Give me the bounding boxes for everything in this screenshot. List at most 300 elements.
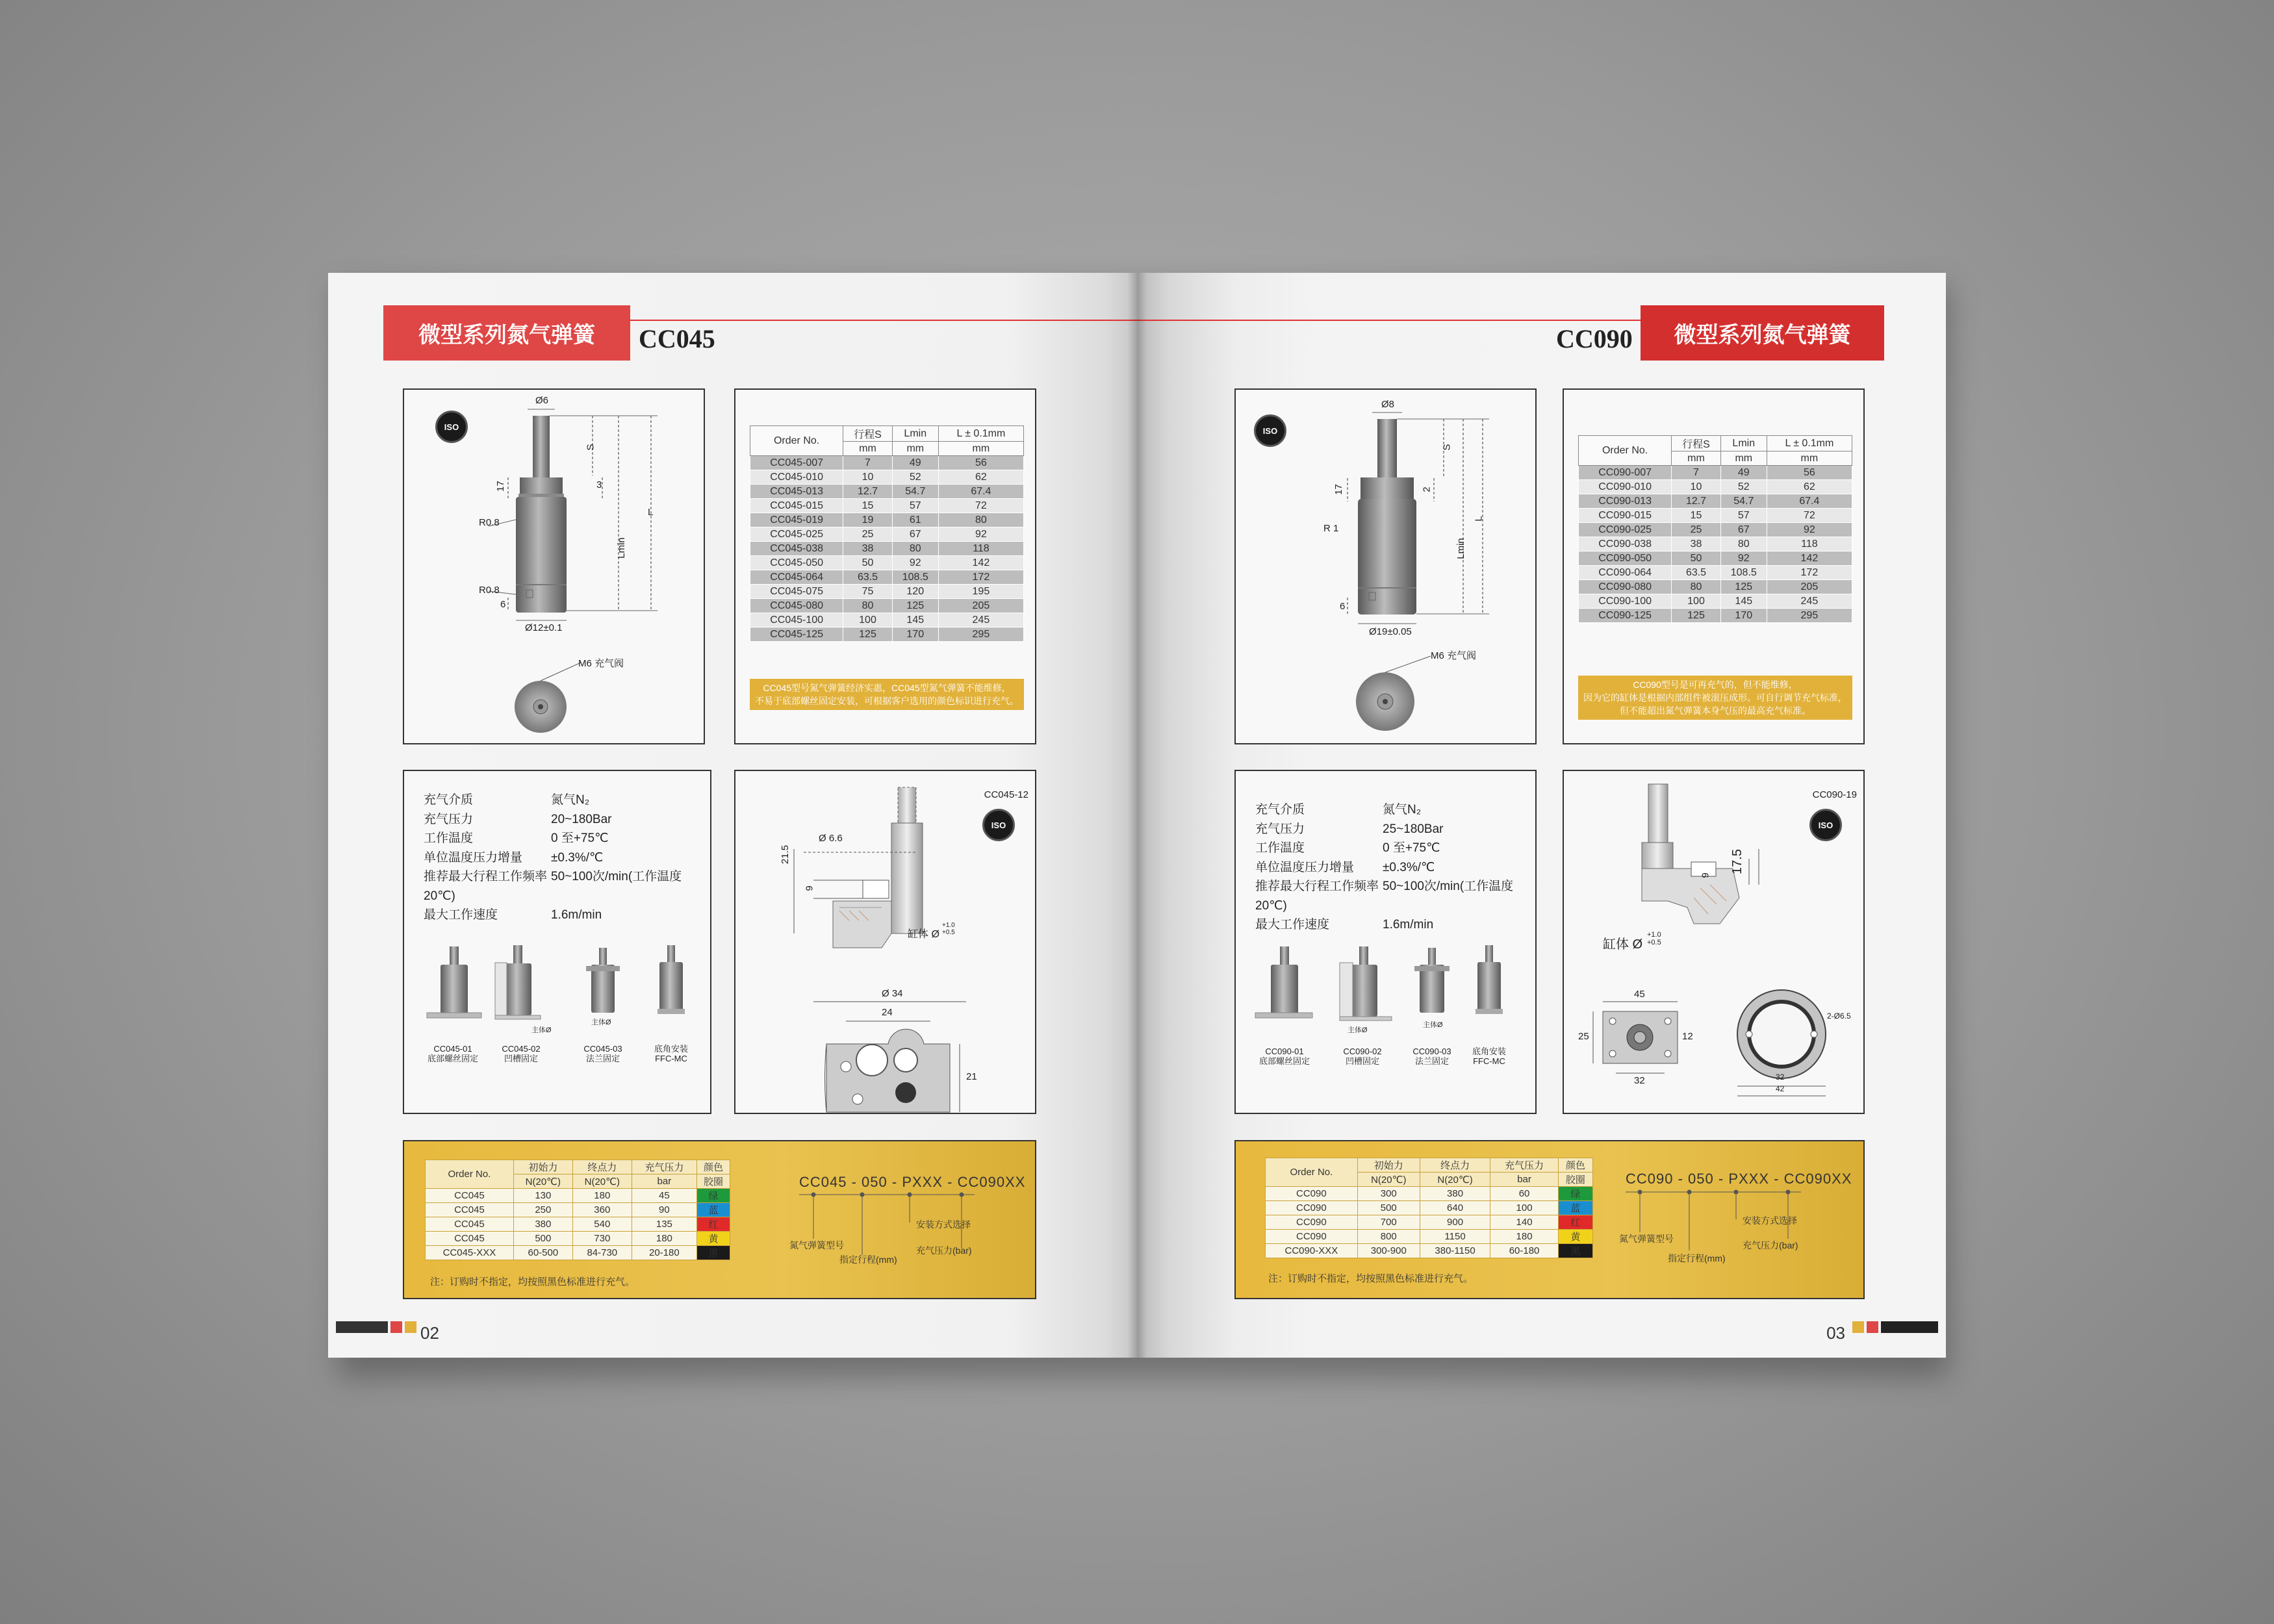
cell: CC090-038 bbox=[1579, 537, 1672, 552]
cell: 540 bbox=[572, 1217, 632, 1232]
footer-square-yellow bbox=[405, 1321, 416, 1333]
cell: 50 bbox=[1672, 552, 1721, 566]
cell: 800 bbox=[1357, 1230, 1420, 1244]
spec-table-panel bbox=[1563, 388, 1865, 744]
cell: 38 bbox=[1672, 537, 1721, 552]
cell: 61 bbox=[892, 513, 938, 527]
th-l: L ± 0.1mm bbox=[938, 426, 1023, 442]
cell: 700 bbox=[1357, 1215, 1420, 1230]
dim-45: 45 bbox=[1634, 989, 1645, 1000]
dim-rod-diameter: Ø6 bbox=[535, 395, 549, 406]
page-number: 03 bbox=[1826, 1323, 1845, 1343]
cell: 205 bbox=[938, 599, 1023, 613]
color-swatch-blue: 蓝 bbox=[697, 1203, 730, 1217]
left-page bbox=[328, 273, 1137, 1358]
cell: 125 bbox=[892, 599, 938, 613]
cell: 125 bbox=[1720, 580, 1767, 594]
code-label-stroke: 指定行程(mm) bbox=[1668, 1253, 1726, 1263]
cell: CC090 bbox=[1266, 1201, 1358, 1215]
color-swatch-black: 黑 bbox=[697, 1246, 730, 1260]
prop-value: 50~100次/min(工作温度20℃) bbox=[424, 870, 682, 903]
order-footnote: 注：订购时不指定，均按照黑色标准进行充气。 bbox=[1268, 1273, 1474, 1284]
footer-bar-dark bbox=[336, 1321, 388, 1333]
th-unit: mm bbox=[1672, 451, 1721, 466]
cell: 92 bbox=[938, 527, 1023, 542]
prop-value: 1.6m/min bbox=[1383, 918, 1434, 932]
code-part: - 050 bbox=[851, 1174, 888, 1190]
prop-key: 工作温度 bbox=[1255, 841, 1305, 855]
cell: 84-730 bbox=[572, 1246, 632, 1260]
color-swatch-yellow: 黄 bbox=[1558, 1230, 1592, 1244]
cell: CC090-007 bbox=[1579, 466, 1672, 480]
cell: 80 bbox=[843, 599, 893, 613]
cell: 170 bbox=[892, 628, 938, 642]
cell: 54.7 bbox=[892, 485, 938, 499]
cylinder-drawing bbox=[1236, 390, 1538, 746]
th-order: Order No. bbox=[1266, 1158, 1358, 1187]
prop-key: 单位温度压力增量 bbox=[1255, 860, 1355, 874]
dim-66: Ø 6.6 bbox=[819, 833, 843, 844]
dim-25: 25 bbox=[1578, 1031, 1589, 1042]
cell: 67.4 bbox=[938, 485, 1023, 499]
cell: 92 bbox=[1720, 552, 1767, 566]
spec-note bbox=[750, 679, 1024, 710]
cell: 80 bbox=[1672, 580, 1721, 594]
bore-tolerance: +1.0 +0.5 bbox=[942, 922, 955, 936]
th-sub: N(20℃) bbox=[1357, 1173, 1420, 1187]
mount-3 bbox=[586, 948, 620, 1013]
mounting-drawing-panel bbox=[1563, 770, 1865, 1114]
th: 初始力 bbox=[513, 1160, 572, 1174]
cell: 25 bbox=[843, 527, 893, 542]
cell: 145 bbox=[1720, 594, 1767, 609]
code-label-mount: 安装方式选择 bbox=[916, 1219, 971, 1230]
cell: 60-500 bbox=[513, 1246, 572, 1260]
cell: 92 bbox=[1767, 523, 1852, 537]
cell: CC045-015 bbox=[750, 499, 843, 513]
dim-lmin: Lmin bbox=[1455, 538, 1466, 559]
color-swatch-green: 绿 bbox=[697, 1189, 730, 1203]
dim-3: 3 bbox=[596, 479, 602, 490]
cell: 145 bbox=[892, 613, 938, 628]
cell: 90 bbox=[632, 1203, 696, 1217]
cell: CC090-015 bbox=[1579, 509, 1672, 523]
valve-label: M6 充气阀 bbox=[578, 658, 624, 669]
prop-key: 充气压力 bbox=[424, 812, 474, 826]
code-part: CC045 bbox=[799, 1174, 847, 1190]
prop-key: 推荐最大行程工作频率 bbox=[424, 870, 548, 883]
mount-caption bbox=[1399, 1047, 1464, 1066]
dim-body-diameter: Ø12±0.1 bbox=[525, 622, 563, 633]
cell: 100 bbox=[1672, 594, 1721, 609]
cell: 108.5 bbox=[1720, 566, 1767, 580]
color-swatch-blue: 蓝 bbox=[1558, 1201, 1592, 1215]
footer-bar-dark bbox=[1881, 1321, 1938, 1333]
cell: 118 bbox=[938, 542, 1023, 556]
spec-table bbox=[1578, 435, 1852, 623]
drawing-code: CC090-19 bbox=[1812, 789, 1857, 800]
th-unit: mm bbox=[1720, 451, 1767, 466]
cell: CC090 bbox=[1266, 1187, 1358, 1201]
cell: 45 bbox=[632, 1189, 696, 1203]
cell: 172 bbox=[938, 570, 1023, 585]
th: 初始力 bbox=[1357, 1158, 1420, 1173]
cell: 38 bbox=[843, 542, 893, 556]
footer-square-red bbox=[1867, 1321, 1878, 1333]
properties-panel bbox=[1234, 770, 1537, 1114]
cell: 80 bbox=[1720, 537, 1767, 552]
cell: 360 bbox=[572, 1203, 632, 1217]
code-label-pressure: 充气压力(bar) bbox=[1743, 1240, 1798, 1250]
spec-table-panel bbox=[734, 388, 1036, 744]
cell: CC090-125 bbox=[1579, 609, 1672, 623]
cell: 62 bbox=[1767, 480, 1852, 494]
cell: 120 bbox=[892, 585, 938, 599]
prop-value: 50~100次/min(工作温度20℃) bbox=[1255, 880, 1514, 913]
cell: 500 bbox=[1357, 1201, 1420, 1215]
cell: 380-1150 bbox=[1420, 1244, 1490, 1258]
cell: 63.5 bbox=[1672, 566, 1721, 580]
cell: 380 bbox=[513, 1217, 572, 1232]
spec-table bbox=[750, 425, 1024, 642]
code-label-mount: 安装方式选择 bbox=[1743, 1215, 1797, 1226]
cell: 180 bbox=[572, 1189, 632, 1203]
code-part: - PXXX bbox=[891, 1174, 943, 1190]
color-swatch-yellow: 黄 bbox=[697, 1232, 730, 1246]
bore-label: 缸体 Ø bbox=[1603, 937, 1643, 952]
mount-hint: 主体Ø bbox=[531, 1026, 552, 1034]
mount-code: CC045-02 bbox=[502, 1044, 541, 1054]
cell: 125 bbox=[1672, 609, 1721, 623]
cell: CC045 bbox=[426, 1232, 514, 1246]
mount-caption bbox=[1252, 1047, 1317, 1066]
note-line: CC090型号是可再充气的，但不能维修， bbox=[1633, 679, 1798, 690]
dim-lmin: Lmin bbox=[615, 537, 627, 559]
cell: 15 bbox=[843, 499, 893, 513]
cell: CC090-XXX bbox=[1266, 1244, 1358, 1258]
cell: 380 bbox=[1420, 1187, 1490, 1201]
cell: 72 bbox=[938, 499, 1023, 513]
cell: 54.7 bbox=[1720, 494, 1767, 509]
dim-42: 42 bbox=[1776, 1084, 1785, 1093]
order-footnote: 注：订购时不指定，均按照黑色标准进行充气。 bbox=[430, 1276, 635, 1288]
cell: CC090-100 bbox=[1579, 594, 1672, 609]
dim-length: L bbox=[648, 507, 654, 518]
cell: 80 bbox=[938, 513, 1023, 527]
prop-value: 1.6m/min bbox=[551, 908, 602, 922]
cell: CC045-080 bbox=[750, 599, 843, 613]
color-swatch-green: 绿 bbox=[1558, 1187, 1592, 1201]
th-order: Order No. bbox=[750, 426, 843, 456]
prop-key: 工作温度 bbox=[424, 831, 474, 845]
model-title: CC045 bbox=[639, 324, 715, 353]
dim-length: L bbox=[1473, 516, 1485, 522]
th-sub: N(20℃) bbox=[1420, 1173, 1490, 1187]
cell: 205 bbox=[1767, 580, 1852, 594]
mounting-drawing bbox=[735, 771, 1038, 1115]
note-line: CC045型号氮气弹簧经济实惠，CC045型氮气弹簧不能维修， bbox=[763, 683, 1011, 693]
code-part: - PXXX bbox=[1718, 1171, 1770, 1187]
cell: CC045-100 bbox=[750, 613, 843, 628]
cell: CC090-025 bbox=[1579, 523, 1672, 537]
iso-badge: ISO bbox=[1254, 414, 1286, 447]
cell: 1150 bbox=[1420, 1230, 1490, 1244]
bore-tolerance: +1.0 +0.5 bbox=[1647, 931, 1661, 946]
valve-label: M6 充气阀 bbox=[1431, 650, 1477, 661]
cell: CC045-007 bbox=[750, 456, 843, 470]
code-label-pressure: 充气压力(bar) bbox=[916, 1245, 972, 1256]
mount-desc: 底部螺丝固定 bbox=[427, 1054, 478, 1063]
note-line: 但不能超出氮气弹簧本身气压的最高充气标准。 bbox=[1620, 705, 1811, 716]
th-unit: mm bbox=[1767, 451, 1852, 466]
cell: 300 bbox=[1357, 1187, 1420, 1201]
page-number: 02 bbox=[420, 1323, 439, 1343]
cell: 56 bbox=[1767, 466, 1852, 480]
cell: 640 bbox=[1420, 1201, 1490, 1215]
th-sub: bar bbox=[1490, 1173, 1559, 1187]
cell: CC045-075 bbox=[750, 585, 843, 599]
page-header: 微型系列氮气弹簧 bbox=[383, 305, 630, 361]
cell: 15 bbox=[1672, 509, 1721, 523]
cell: 100 bbox=[1490, 1201, 1559, 1215]
mount-caption bbox=[1330, 1047, 1395, 1066]
dim-2: 2 bbox=[1421, 487, 1433, 492]
cell: 52 bbox=[892, 470, 938, 485]
footer-square-red bbox=[390, 1321, 402, 1333]
th-lmin: Lmin bbox=[892, 426, 938, 442]
cell: CC045 bbox=[426, 1189, 514, 1203]
cell: CC090-010 bbox=[1579, 480, 1672, 494]
prop-value: ±0.3%/℃ bbox=[551, 850, 604, 865]
spec-note bbox=[1578, 676, 1852, 720]
cell: 49 bbox=[892, 456, 938, 470]
mount-code: CC090-03 bbox=[1412, 1047, 1451, 1056]
dim-21: 21 bbox=[966, 1071, 977, 1082]
th-sub: N(20℃) bbox=[572, 1174, 632, 1189]
mount-desc: 凹槽固定 bbox=[1345, 1056, 1379, 1066]
th: 终点力 bbox=[572, 1160, 632, 1174]
cell: 140 bbox=[1490, 1215, 1559, 1230]
cell: 57 bbox=[892, 499, 938, 513]
dim-9: 9 bbox=[804, 885, 815, 891]
drawing-code: CC045-12 bbox=[984, 789, 1028, 800]
dim-stroke: S bbox=[585, 444, 596, 451]
prop-key: 充气介质 bbox=[424, 793, 474, 807]
cell: CC045-125 bbox=[750, 628, 843, 642]
th-order: Order No. bbox=[426, 1160, 514, 1189]
cell: CC045-010 bbox=[750, 470, 843, 485]
th: 颜色 bbox=[1558, 1158, 1592, 1173]
cell: CC045 bbox=[426, 1217, 514, 1232]
dim-32: 32 bbox=[1634, 1075, 1645, 1086]
dim-17: 17 bbox=[1333, 484, 1344, 495]
cell: 12.7 bbox=[843, 485, 893, 499]
cell: 295 bbox=[938, 628, 1023, 642]
cell: 49 bbox=[1720, 466, 1767, 480]
dim-34: Ø 34 bbox=[882, 988, 903, 999]
code-part: - CC090XX bbox=[947, 1174, 1026, 1190]
right-page bbox=[1137, 273, 1946, 1358]
mount-desc: 法兰固定 bbox=[1414, 1056, 1449, 1066]
dim-radius-top: R0.8 bbox=[479, 517, 500, 528]
dim-9: 9 bbox=[1700, 872, 1711, 878]
note-line: 不易于底部螺丝固定安装，可根据客户选用的颜色标识进行充气。 bbox=[755, 696, 1019, 706]
cell: 80 bbox=[892, 542, 938, 556]
cell: 7 bbox=[843, 456, 893, 470]
cell: 75 bbox=[843, 585, 893, 599]
cell: 67 bbox=[892, 527, 938, 542]
mount-code: CC045-03 bbox=[583, 1044, 622, 1054]
cell: CC045-038 bbox=[750, 542, 843, 556]
properties-panel bbox=[403, 770, 711, 1114]
cell: 67 bbox=[1720, 523, 1767, 537]
mount-hint: 主体Ø bbox=[591, 1019, 611, 1026]
code-part: - 050 bbox=[1678, 1171, 1714, 1187]
mount-code: CC045-01 bbox=[433, 1044, 472, 1054]
dim-body-diameter: Ø19±0.05 bbox=[1369, 626, 1412, 637]
cell: 63.5 bbox=[843, 570, 893, 585]
th-stroke: 行程S bbox=[1672, 436, 1721, 451]
cell: 56 bbox=[938, 456, 1023, 470]
cell: 135 bbox=[632, 1217, 696, 1232]
cell: CC045-050 bbox=[750, 556, 843, 570]
th-unit: mm bbox=[843, 442, 893, 456]
mount-hint: 主体Ø bbox=[1423, 1021, 1443, 1029]
cell: 60-180 bbox=[1490, 1244, 1559, 1258]
prop-value: 25~180Bar bbox=[1383, 822, 1444, 836]
cylinder-drawing bbox=[404, 390, 706, 746]
cell: 500 bbox=[513, 1232, 572, 1246]
cell: 60 bbox=[1490, 1187, 1559, 1201]
prop-key: 推荐最大行程工作频率 bbox=[1255, 880, 1379, 893]
th-l: L ± 0.1mm bbox=[1767, 436, 1852, 451]
th-unit: mm bbox=[892, 442, 938, 456]
mount-code: CC090-02 bbox=[1343, 1047, 1382, 1056]
prop-value: 0 至+75℃ bbox=[551, 831, 609, 845]
cell: 118 bbox=[1767, 537, 1852, 552]
prop-value: 0 至+75℃ bbox=[1383, 841, 1440, 855]
page-header: 微型系列氮气弹簧 bbox=[1641, 305, 1884, 361]
cell: 250 bbox=[513, 1203, 572, 1217]
cell: 25 bbox=[1672, 523, 1721, 537]
mount-1 bbox=[427, 946, 481, 1018]
dim-24: 24 bbox=[882, 1007, 893, 1018]
prop-key: 最大工作速度 bbox=[1255, 918, 1330, 932]
cell: 62 bbox=[938, 470, 1023, 485]
cell: 900 bbox=[1420, 1215, 1490, 1230]
th-sub: 胶圈 bbox=[697, 1174, 730, 1189]
dim-stroke: S bbox=[1441, 444, 1453, 451]
cell: 142 bbox=[938, 556, 1023, 570]
th: 终点力 bbox=[1420, 1158, 1490, 1173]
mount-desc: 法兰固定 bbox=[585, 1054, 620, 1063]
th-unit: mm bbox=[938, 442, 1023, 456]
cell: 72 bbox=[1767, 509, 1852, 523]
mount-4 bbox=[1476, 945, 1503, 1014]
cell: 245 bbox=[938, 613, 1023, 628]
cylinder-drawing-panel bbox=[403, 388, 705, 744]
code-part: - CC090XX bbox=[1774, 1171, 1852, 1187]
cell: 10 bbox=[843, 470, 893, 485]
color-swatch-red: 红 bbox=[697, 1217, 730, 1232]
cell: CC090-050 bbox=[1579, 552, 1672, 566]
prop-value: 氮气N₂ bbox=[1383, 803, 1422, 817]
mount-desc: 凹槽固定 bbox=[504, 1054, 538, 1063]
footer-square-yellow bbox=[1852, 1321, 1864, 1333]
cell: CC045 bbox=[426, 1203, 514, 1217]
note-line: 因为它的缸体是根据内部组件被滚压成形。可自行调节充气标准， bbox=[1583, 692, 1847, 703]
cell: 180 bbox=[1490, 1230, 1559, 1244]
prop-key: 单位温度压力增量 bbox=[424, 850, 523, 865]
mounting-illustrations bbox=[404, 771, 713, 1115]
cell: 180 bbox=[632, 1232, 696, 1246]
th-stroke: 行程S bbox=[843, 426, 893, 442]
mount-2 bbox=[1340, 946, 1392, 1021]
iso-badge: ISO bbox=[982, 809, 1015, 841]
code-label-stroke: 指定行程(mm) bbox=[839, 1254, 897, 1265]
mount-3 bbox=[1414, 948, 1450, 1013]
cell: CC090-064 bbox=[1579, 566, 1672, 580]
cell: CC090-080 bbox=[1579, 580, 1672, 594]
order-panel bbox=[403, 1140, 1036, 1299]
prop-key: 最大工作速度 bbox=[424, 908, 498, 922]
th: 充气压力 bbox=[632, 1160, 696, 1174]
mount-caption bbox=[420, 1044, 485, 1063]
cell: 57 bbox=[1720, 509, 1767, 523]
cylinder-drawing-panel bbox=[1234, 388, 1537, 744]
cell: 7 bbox=[1672, 466, 1721, 480]
cell: CC045-025 bbox=[750, 527, 843, 542]
dim-175: 17.5 bbox=[1730, 849, 1744, 874]
mount-4 bbox=[658, 945, 685, 1014]
header-rule bbox=[630, 320, 1137, 321]
dim-6: 6 bbox=[500, 599, 506, 610]
dim-215: 21.5 bbox=[780, 844, 791, 865]
prop-value: 氮气N₂ bbox=[551, 793, 590, 807]
mount-code: 底角安装 bbox=[1472, 1047, 1506, 1056]
cell: 19 bbox=[843, 513, 893, 527]
cell: 142 bbox=[1767, 552, 1852, 566]
mount-desc: 底部螺丝固定 bbox=[1258, 1056, 1310, 1066]
dim-17: 17 bbox=[494, 481, 506, 492]
cell: 300-900 bbox=[1357, 1244, 1420, 1258]
cell: 195 bbox=[938, 585, 1023, 599]
th-order: Order No. bbox=[1579, 436, 1672, 466]
prop-key: 充气压力 bbox=[1255, 822, 1305, 836]
cell: 10 bbox=[1672, 480, 1721, 494]
th-sub: N(20℃) bbox=[513, 1174, 572, 1189]
th-sub: bar bbox=[632, 1174, 696, 1189]
code-label-model: 氮气弹簧型号 bbox=[1619, 1234, 1674, 1244]
bore-label: 缸体 Ø bbox=[908, 929, 939, 940]
code-part: CC090 bbox=[1626, 1171, 1674, 1187]
mount-caption bbox=[489, 1044, 554, 1063]
cell: 172 bbox=[1767, 566, 1852, 580]
cell: CC090-013 bbox=[1579, 494, 1672, 509]
mount-hint: 主体Ø bbox=[1348, 1026, 1368, 1034]
cell: CC090 bbox=[1266, 1215, 1358, 1230]
mount-desc: FFC-MC bbox=[1473, 1056, 1505, 1066]
cell: 170 bbox=[1720, 609, 1767, 623]
cell: 67.4 bbox=[1767, 494, 1852, 509]
cell: 100 bbox=[843, 613, 893, 628]
th: 颜色 bbox=[697, 1160, 730, 1174]
cell: 730 bbox=[572, 1232, 632, 1246]
cell: CC090 bbox=[1266, 1230, 1358, 1244]
mount-1 bbox=[1255, 946, 1312, 1018]
mount-code: 底角安装 bbox=[654, 1044, 688, 1054]
dim-6: 6 bbox=[1340, 601, 1346, 612]
